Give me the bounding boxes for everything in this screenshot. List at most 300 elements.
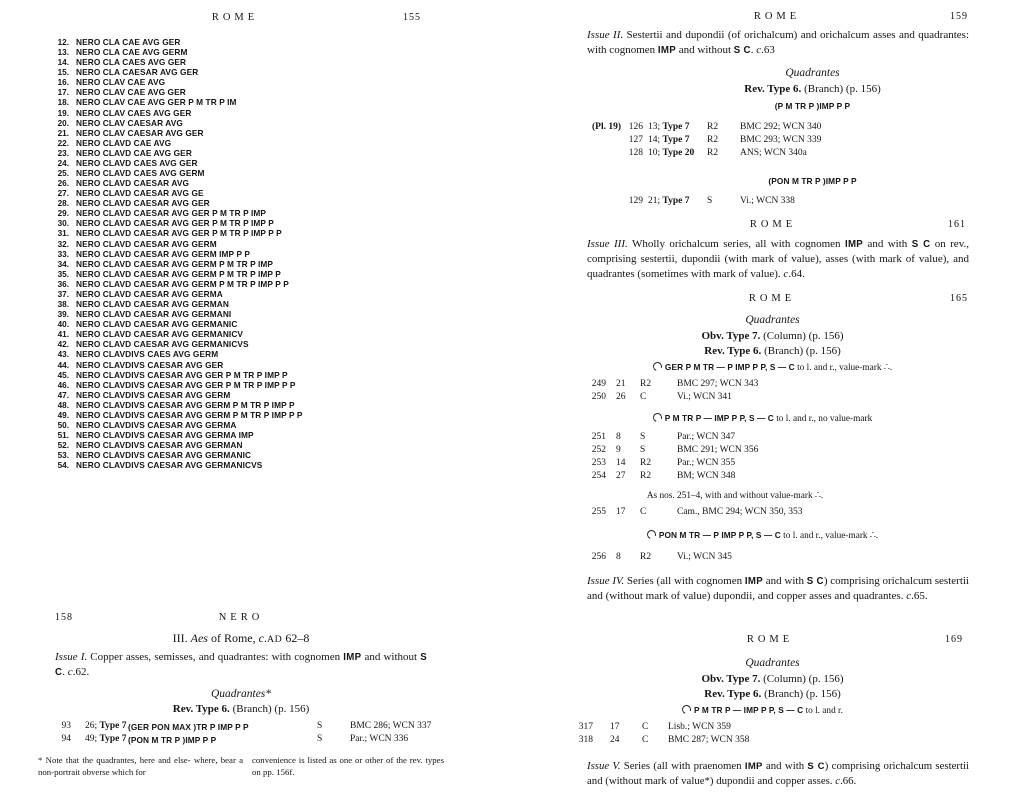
catalogue-number: 128	[628, 148, 643, 158]
legend-item-number: 13.	[57, 48, 69, 58]
legend-item-number: 41.	[57, 330, 69, 340]
legend-item-text: NERO CLA CAESAR AVG GER	[76, 67, 199, 78]
page-number: 158	[55, 612, 73, 623]
legend-list-item	[45, 269, 303, 279]
legend-list-item	[45, 360, 303, 370]
type-label: Type 20	[662, 148, 695, 158]
catalogue-number: 251	[591, 432, 606, 442]
type-label: Type 7	[662, 196, 690, 206]
legend-item-number: 52.	[57, 441, 69, 451]
legend-item-number: 36.	[57, 279, 69, 289]
collection-refs: Par.; WCN 355	[677, 458, 736, 468]
ref-number: 10;	[648, 148, 663, 158]
legend-item-text: NERO CLAVD CAESAR AVG GER P M TR P IMP	[76, 208, 267, 219]
legend-item-number: 32.	[57, 239, 69, 249]
text-segment: and without	[361, 651, 421, 663]
legend-item-text: NERO CLAV CAES AVG GER	[76, 107, 192, 118]
legend-text: P M TR P — IMP P P, S — C	[694, 705, 804, 715]
legend-list-item	[45, 138, 303, 148]
catalogue-row	[592, 135, 992, 148]
legend-list-item	[45, 118, 303, 128]
legend-item-text: NERO CLAV CAE AVG	[76, 77, 166, 88]
reverse-legend-heading	[555, 530, 970, 541]
legend-item-text: NERO CLAVD CAESAR AVG GER P M TR P IMP P P	[76, 228, 282, 239]
legend-item-number: 30.	[57, 219, 69, 229]
page-number: 165	[950, 293, 968, 304]
legend-item-number: 50.	[57, 420, 69, 430]
rarity: R2	[640, 458, 652, 468]
issue-4-paragraph	[587, 574, 969, 604]
text-segment: (Branch) (p. 156)	[761, 688, 841, 700]
catalogue-number: 318	[578, 735, 593, 745]
obverse-ref: 27	[616, 471, 626, 481]
text-segment: on rev., comprising sestertii, dupondii (with mark of value), asses (with mark of value), and quadrantes (sometimes with mark of value).	[587, 238, 969, 280]
legend-list-item	[45, 228, 303, 238]
legend-list-item	[45, 450, 303, 460]
legend-list-item	[45, 67, 303, 77]
reverse-legend-heading	[555, 413, 970, 424]
catalogue-number: 255	[591, 507, 606, 517]
legend-item-text: NERO CLAVD CAESAR AVG GERMANIC	[76, 319, 238, 330]
legend-list-item	[45, 380, 303, 390]
catalogue-row	[586, 432, 986, 445]
quadrantes-heading: Quadrantes	[745, 657, 800, 669]
issue-2-paragraph	[587, 28, 969, 58]
catalogue-row	[586, 507, 986, 520]
legend-list-item	[45, 239, 303, 249]
text-segment: .63	[761, 44, 775, 56]
legend-text: P M TR P — IMP P P, S — C	[664, 413, 774, 423]
type-label: Type 7	[662, 135, 690, 145]
legend-item-text: NERO CLAVD CAE AVG GER	[76, 147, 192, 158]
obverse-ref	[85, 734, 127, 744]
legend-item-number: 26.	[57, 179, 69, 189]
legend-item-number: 39.	[57, 310, 69, 320]
legend-item-text: NERO CLAVDIVS CAESAR AVG GERMA IMP	[76, 430, 254, 441]
ref-number: 13;	[648, 122, 663, 132]
legend-item-number: 27.	[57, 189, 69, 199]
legend-item-text: NERO CLAVDIVS CAESAR AVG GER P M TR P IMP P	[76, 369, 288, 380]
text-segment: IMP	[844, 239, 864, 250]
legend-item-text: NERO CLAVD CAESAR AVG	[76, 178, 190, 189]
legend-list-item	[45, 198, 303, 208]
legend-item-text: NERO CLAVD CAESAR AVG GER P M TR P IMP P	[76, 218, 274, 229]
catalogue-row	[586, 392, 986, 405]
type-label: Type 7	[662, 122, 690, 132]
text-segment: IMP	[343, 652, 362, 663]
legend-list-item	[45, 319, 303, 329]
text-segment: c	[783, 268, 789, 280]
legend-item-text: NERO CLAVD CAESAR AVG GERMANICV	[76, 329, 244, 340]
legend-item-text: NERO CLAVD CAESAR AVG GERMANI	[76, 309, 232, 320]
legend-item-text: NERO CLAVD CAES AVG GER	[76, 157, 198, 168]
obv-type-heading	[565, 330, 980, 342]
obverse-ref	[648, 135, 690, 145]
issue-3-paragraph	[587, 237, 969, 282]
catalogue-row	[586, 458, 986, 471]
rarity: R2	[707, 135, 719, 145]
legend-item-number: 37.	[57, 289, 69, 299]
right-page	[510, 0, 1019, 795]
type-label: Type 7	[99, 734, 127, 744]
catalogue-row	[592, 148, 992, 161]
legend-item-text: NERO CLA CAES AVG GER	[76, 57, 187, 68]
page-number: 159	[950, 11, 968, 22]
legend-list-item	[45, 218, 303, 228]
rev-type-heading	[55, 703, 427, 715]
text-segment: Rev. Type 6.	[704, 688, 762, 700]
section-title	[55, 631, 427, 646]
catalogue-table-165a	[586, 379, 986, 405]
legend-item-text: NERO CLAVD CAESAR AVG GER	[76, 198, 210, 209]
legend-text: PON M TR — P IMP P P, S — C	[658, 530, 781, 540]
legend-item-number: 51.	[57, 431, 69, 441]
obverse-ref: 8	[616, 432, 621, 442]
legend-list-item	[45, 339, 303, 349]
text-segment: Aes	[190, 631, 208, 645]
catalogue-number: 126	[628, 122, 643, 132]
legend-item-text: NERO CLAVD CAE AVG	[76, 137, 172, 148]
obverse-ref: 26	[616, 392, 626, 402]
legend-item-text: NERO CLAV CAE AVG GER P M TR P IM	[76, 97, 237, 108]
catalogue-row	[592, 122, 992, 135]
catalogue-number: 129	[628, 196, 643, 206]
rarity: R2	[707, 148, 719, 158]
text-segment: of Rome,	[207, 631, 259, 645]
legend-description: to l. and r., value-mark ∴.	[780, 531, 879, 541]
rarity: S	[317, 721, 323, 731]
legend-item-number: 47.	[57, 390, 69, 400]
obverse-ref: 17	[610, 722, 620, 732]
rarity: C	[640, 507, 647, 517]
obverse-ref	[648, 148, 694, 158]
text-segment: S C	[806, 576, 824, 587]
obverse-ref: 17	[616, 507, 626, 517]
reverse-legend-heading: (P M TR P )IMP P P	[774, 101, 851, 111]
type-label: Type 7	[99, 721, 127, 731]
catalogue-row	[573, 722, 973, 735]
reverse-legend-heading	[555, 705, 970, 716]
legend-description: to l. and r., value-mark ∴.	[794, 363, 893, 373]
text-segment: Rev. Type 6.	[704, 345, 762, 357]
text-segment: Issue I.	[55, 651, 88, 663]
text-segment: AD	[266, 634, 283, 645]
legend-item-number: 34.	[57, 259, 69, 269]
coin-legend: (GER PON MAX )TR P IMP P P	[128, 722, 249, 732]
catalogue-table-165b	[586, 432, 986, 484]
legend-list-item	[45, 370, 303, 380]
legend-item-text: NERO CLAVDIVS CAESAR AVG GER P M TR P IMP P P	[76, 379, 296, 390]
legend-item-number: 31.	[57, 229, 69, 239]
catalogue-number: 127	[628, 135, 643, 145]
catalogue-table-165c	[586, 507, 986, 520]
rarity: R2	[707, 122, 719, 132]
legend-item-number: 20.	[57, 118, 69, 128]
text-segment: Copper asses, semisses, and quadrantes: with cognomen	[87, 651, 344, 663]
running-head: ROME	[749, 219, 797, 230]
legend-list-item	[45, 400, 303, 410]
legend-item-text: NERO CLAVD CAESAR AVG GERM P M TR P IMP	[76, 258, 274, 269]
legend-list-item	[45, 208, 303, 218]
legend-item-text: NERO CLAVDIVS CAES AVG GERM	[76, 349, 219, 360]
running-head: ROME	[748, 293, 796, 304]
collection-refs: Cam., BMC 294; WCN 350, 353	[677, 507, 803, 517]
rarity: C	[640, 392, 647, 402]
legend-item-text: NERO CLAVD CAESAR AVG GERMAN	[76, 299, 229, 310]
obverse-ref: 8	[616, 552, 621, 562]
rarity: C	[642, 735, 649, 745]
legend-item-number: 43.	[57, 350, 69, 360]
open-circle-icon	[681, 704, 693, 716]
issue-1-paragraph	[55, 650, 427, 680]
text-segment: (Branch) (p. 156)	[801, 83, 881, 95]
legend-item-number: 45.	[57, 370, 69, 380]
text-segment: (Column) (p. 156)	[760, 330, 844, 342]
legend-item-text: NERO CLAV CAESAR AVG GER	[76, 127, 204, 138]
legend-item-number: 22.	[57, 138, 69, 148]
legend-list-item	[45, 128, 303, 138]
legend-list-item	[45, 168, 303, 178]
legend-list-item	[45, 148, 303, 158]
legend-list-item	[45, 390, 303, 400]
text-segment: S C	[55, 652, 427, 678]
legend-list-item	[45, 410, 303, 420]
legend-item-text: NERO CLAVD CAESAR AVG GERMA	[76, 288, 223, 299]
text-segment: c	[756, 44, 762, 56]
obv-type-heading	[565, 673, 980, 685]
issue-5-paragraph	[587, 759, 969, 789]
legend-list-item	[45, 279, 303, 289]
catalogue-table-159a	[592, 122, 992, 161]
text-segment: Issue II.	[587, 29, 624, 41]
legend-item-text: NERO CLAV CAESAR AVG	[76, 117, 183, 128]
catalogue-row	[55, 721, 475, 734]
obverse-ref: 9	[616, 445, 621, 455]
running-head: ROME	[211, 12, 259, 23]
text-segment: and with	[763, 575, 807, 587]
collection-refs: BMC 297; WCN 343	[677, 379, 759, 389]
legend-list-item	[45, 299, 303, 309]
catalogue-number: 93	[61, 721, 71, 731]
text-segment: and without	[676, 44, 734, 56]
collection-refs: BMC 292; WCN 340	[740, 122, 822, 132]
catalogue-number: 249	[591, 379, 606, 389]
text-segment: III.	[172, 631, 191, 645]
text-segment: (Column) (p. 156)	[760, 673, 844, 685]
rarity: S	[707, 196, 713, 206]
legend-list-item	[45, 77, 303, 87]
text-segment: Series (all with praenomen	[620, 760, 745, 772]
legend-item-text: NERO CLAVD CAESAR AVG GERM	[76, 238, 217, 249]
catalogue-row	[55, 734, 475, 747]
catalogue-number: 250	[591, 392, 606, 402]
ref-number: 21;	[648, 196, 663, 206]
legend-list-item	[45, 108, 303, 118]
catalogue-number: 256	[591, 552, 606, 562]
text-segment: Issue V.	[587, 760, 621, 772]
legend-list-item	[45, 188, 303, 198]
catalogue-row	[592, 196, 992, 209]
legend-item-number: 21.	[57, 128, 69, 138]
legend-item-number: 33.	[57, 249, 69, 259]
text-segment: Issue III.	[587, 238, 628, 250]
legend-item-text: NERO CLAVD CAESAR AVG GERMANICVS	[76, 339, 249, 350]
legend-item-text: NERO CLAVD CAES AVG GERM	[76, 168, 205, 179]
legend-item-number: 44.	[57, 360, 69, 370]
collection-refs: Vi.; WCN 345	[677, 552, 732, 562]
legend-item-number: 53.	[57, 451, 69, 461]
plate-ref: (Pl. 19)	[592, 122, 622, 132]
legend-item-number: 46.	[57, 380, 69, 390]
legend-item-text: NERO CLAVD CAESAR AVG GE	[76, 188, 204, 199]
legend-list-item	[45, 47, 303, 57]
text-segment: Rev. Type 6.	[744, 83, 802, 95]
running-head: ROME	[753, 11, 801, 22]
footnote-column-1: * Note that the quadrantes, here and else- where, bear a non-portrait obverse which for	[38, 755, 243, 777]
text-segment: .62.	[72, 666, 90, 678]
text-segment: c	[835, 775, 841, 787]
text-segment: S C	[733, 45, 751, 56]
catalogue-number: 317	[578, 722, 593, 732]
legend-item-number: 15.	[57, 68, 69, 78]
text-segment: .	[750, 44, 757, 56]
legend-item-text: NERO CLAV CAE AVG GER	[76, 87, 186, 98]
legend-list-item	[45, 37, 303, 47]
legend-item-text: NERO CLAVDIVS CAESAR AVG GERM P M TR P IMP P	[76, 399, 295, 410]
legend-list-item	[45, 57, 303, 67]
legend-list-item	[45, 259, 303, 269]
text-segment: Wholly orichalcum series, all with cognomen	[627, 238, 845, 250]
legend-list-item	[45, 158, 303, 168]
legend-list-item	[45, 249, 303, 259]
catalogue-row	[586, 379, 986, 392]
ref-number: 14;	[648, 135, 663, 145]
obverse-legend-list	[45, 37, 303, 470]
legend-list-item	[45, 349, 303, 359]
text-segment: c	[906, 590, 912, 602]
legend-item-text: NERO CLA CAE AVG GER	[76, 37, 181, 47]
collection-refs: BMC 287; WCN 358	[668, 735, 750, 745]
text-segment: ) comprising orichalcum sestertii and (without mark of value) dupondii, and copper asses and quadrantes.	[587, 575, 969, 602]
legend-list-item	[45, 97, 303, 107]
text-segment: .	[263, 631, 267, 645]
legend-item-text: NERO CLAVDIVS CAESAR AVG GERMA	[76, 419, 237, 430]
text-segment: Obv. Type 7.	[701, 673, 761, 685]
legend-item-text: NERO CLA CAE AVG GERM	[76, 47, 188, 58]
catalogue-number: 252	[591, 445, 606, 455]
text-segment: .64.	[788, 268, 805, 280]
legend-item-number: 38.	[57, 300, 69, 310]
text-segment: (Branch) (p. 156)	[229, 703, 310, 715]
legend-list-item	[45, 178, 303, 188]
catalogue-table-165d	[586, 552, 986, 565]
footnote-column-2: convenience is listed as one or other of the rev. types on pp. 156f.	[252, 755, 444, 777]
text-segment: Issue IV.	[587, 575, 625, 587]
text-segment: S C	[807, 761, 825, 772]
reverse-legend-heading: (PON M TR P )IMP P P	[768, 176, 857, 186]
obverse-ref: 24	[610, 735, 620, 745]
text-segment: Rev. Type 6.	[172, 703, 230, 715]
legend-item-number: 12.	[57, 38, 69, 47]
catalogue-number: 254	[591, 471, 606, 481]
quadrantes-heading: Quadrantes	[785, 67, 840, 79]
legend-text: GER P M TR — P IMP P P, S — C	[664, 362, 795, 372]
page-number: 155	[403, 12, 421, 23]
legend-item-text: NERO CLAVDIVS CAESAR AVG GERMANICVS	[76, 460, 263, 471]
legend-description: to l. and r., no value-mark	[773, 414, 873, 424]
legend-item-number: 18.	[57, 98, 69, 108]
rarity: S	[640, 432, 646, 442]
legend-item-text: NERO CLAVD CAESAR AVG GERM IMP P P	[76, 248, 250, 259]
open-circle-icon	[651, 361, 663, 373]
legend-item-number: 49.	[57, 410, 69, 420]
collection-refs: BMC 293; WCN 339	[740, 135, 822, 145]
catalogue-table-159b	[592, 196, 992, 209]
reverse-legend-heading	[565, 362, 980, 373]
text-segment: IMP	[744, 761, 763, 772]
obverse-ref	[648, 122, 690, 132]
legend-description: to l. and r.	[803, 706, 843, 716]
quadrantes-heading: Quadrantes*	[210, 688, 272, 700]
legend-item-number: 23.	[57, 148, 69, 158]
collection-refs: Par.; WCN 336	[350, 734, 409, 744]
catalogue-row	[586, 445, 986, 458]
collection-refs: Lisb.; WCN 359	[668, 722, 731, 732]
text-segment: IMP	[657, 45, 676, 56]
legend-item-number: 42.	[57, 340, 69, 350]
obverse-ref	[85, 721, 127, 731]
legend-item-number: 54.	[57, 461, 69, 471]
legend-item-number: 24.	[57, 158, 69, 168]
collection-refs: BMC 291; WCN 356	[677, 445, 759, 455]
rev-type-heading	[565, 345, 980, 357]
legend-list-item	[45, 430, 303, 440]
rarity: R2	[640, 552, 652, 562]
text-segment: .65.	[911, 590, 928, 602]
legend-list-item	[45, 289, 303, 299]
text-segment: and with	[762, 760, 808, 772]
open-circle-icon	[651, 412, 663, 424]
catalogue-table-169	[573, 722, 973, 748]
series-note: As nos. 251–4, with and without value-mark ∴.	[646, 491, 824, 501]
legend-list-item	[45, 440, 303, 450]
legend-item-number: 48.	[57, 400, 69, 410]
legend-item-number: 14.	[57, 58, 69, 68]
coin-legend: (PON M TR P )IMP P P	[128, 735, 217, 745]
legend-item-number: 16.	[57, 78, 69, 88]
rarity: C	[642, 722, 649, 732]
text-segment: S C	[911, 239, 931, 250]
collection-refs: Vi.; WCN 341	[677, 392, 732, 402]
catalogue-row	[573, 735, 973, 748]
rarity: S	[640, 445, 646, 455]
text-segment: Sestertii and dupondii (of orichalcum) and orichalcum asses and quadrantes: with cognomen	[587, 29, 969, 56]
text-segment: IMP	[744, 576, 763, 587]
legend-item-number: 29.	[57, 209, 69, 219]
page-number: 169	[945, 634, 963, 645]
legend-item-number: 19.	[57, 108, 69, 118]
legend-item-number: 40.	[57, 320, 69, 330]
collection-refs: Vi.; WCN 338	[740, 196, 795, 206]
quadrantes-heading: Quadrantes	[745, 314, 800, 326]
text-segment: .	[62, 666, 68, 678]
legend-item-text: NERO CLAVD CAESAR AVG GERM P M TR P IMP P	[76, 268, 281, 279]
legend-list-item	[45, 420, 303, 430]
legend-item-number: 17.	[57, 88, 69, 98]
rarity: S	[317, 734, 323, 744]
text-segment: .66.	[840, 775, 857, 787]
catalogue-row	[586, 471, 986, 484]
